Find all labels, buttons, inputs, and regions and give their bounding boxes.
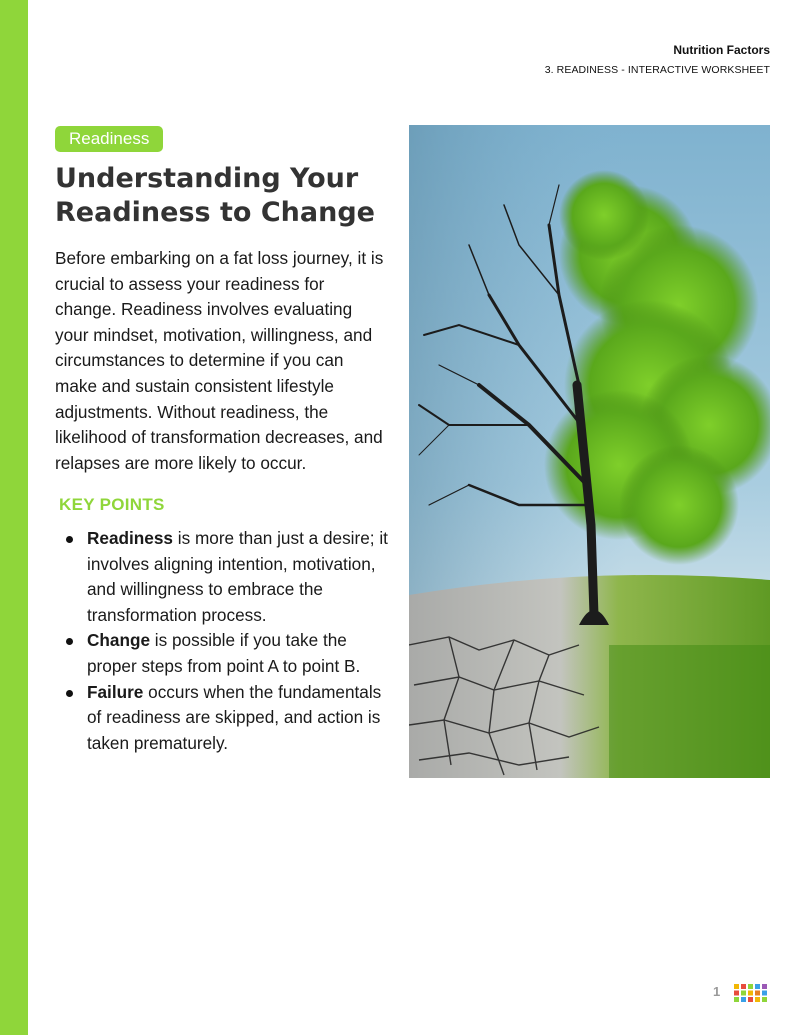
section-badge: Readiness [55, 126, 163, 152]
brand-logo-icon [734, 984, 767, 1002]
tree-photo [409, 125, 770, 778]
key-points-heading: KEY POINTS [59, 495, 165, 514]
key-point-text: is possible if you take the proper steps from point A to point B. [87, 630, 361, 676]
key-point-term: Failure [87, 681, 144, 702]
bullet-icon [66, 638, 73, 645]
bullet-icon [66, 536, 73, 543]
key-point-term: Readiness [87, 528, 173, 548]
key-point-text: occurs when the fundamentals of readiness are skipped, and action is taken prematurely. [87, 681, 382, 753]
bullet-icon [66, 690, 73, 697]
key-point-text: is more than just a desire; it involves aligning intention, motivation, and willingness to embrace the transformation process. [87, 528, 388, 625]
tree-illustration [409, 125, 770, 778]
page-number: 1 [713, 984, 721, 999]
accent-side-bar [0, 0, 28, 1035]
key-points-list [62, 526, 392, 756]
list-item [62, 680, 392, 757]
page-title: Understanding Your Readiness to Change [55, 163, 375, 228]
brand-name: Nutrition Factors [673, 43, 770, 57]
key-point-term: Change [87, 630, 151, 651]
page-header [545, 42, 770, 76]
intro-paragraph: Before embarking on a fat loss journey, it is crucial to assess your readiness for change. Readiness involves evaluating your mindset, motivation, willingness, and circumstances to determine if you can make and sustain consistent lifestyle adjustments. Without readiness, the likelihood of transformation decreases, and relapses are more likely to occur. [55, 248, 384, 473]
section-label: 3. READINESS - INTERACTIVE WORKSHEET [544, 64, 770, 76]
list-item [62, 526, 392, 628]
list-item [62, 628, 392, 679]
